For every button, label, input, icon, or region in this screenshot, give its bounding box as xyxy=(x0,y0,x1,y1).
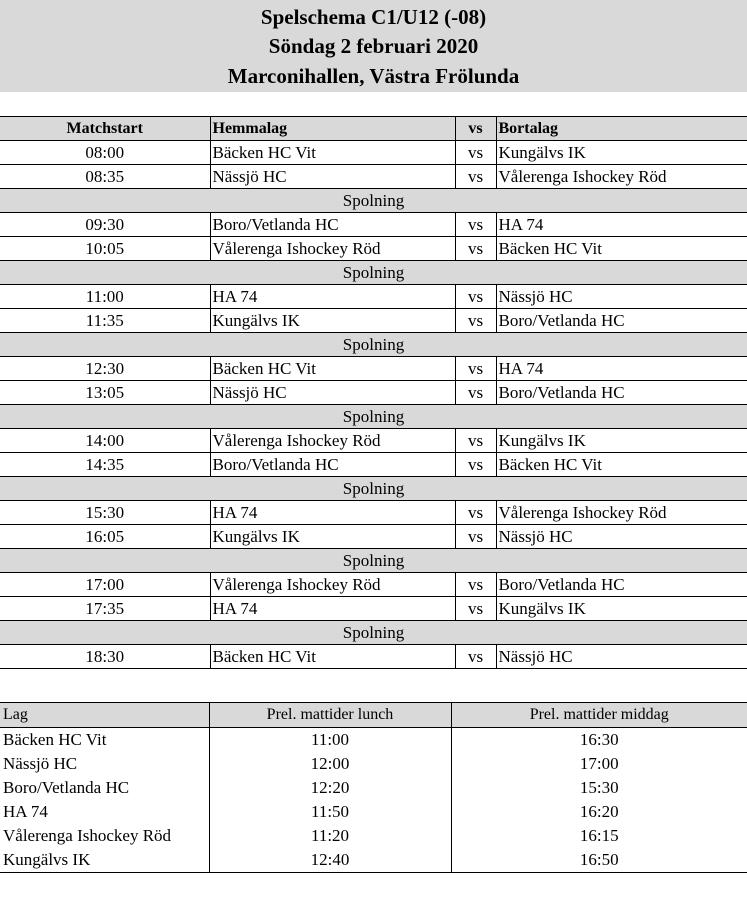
match-row xyxy=(0,645,747,669)
match-time: 14:00 xyxy=(0,429,210,453)
match-time: 16:05 xyxy=(0,525,210,549)
match-time: 17:35 xyxy=(0,597,210,621)
vs-label: vs xyxy=(455,237,496,261)
dinner-time: 16:15 xyxy=(451,824,747,848)
meal-header-row xyxy=(0,703,747,728)
match-schedule-table xyxy=(0,116,747,669)
lunch-time: 12:40 xyxy=(209,848,451,873)
away-team: Bäcken HC Vit xyxy=(496,453,747,477)
lunch-time: 12:00 xyxy=(209,752,451,776)
lunch-time: 11:00 xyxy=(209,728,451,753)
away-team: Kungälvs IK xyxy=(496,141,747,165)
spolning-row xyxy=(0,189,747,213)
column-header-hemmalag: Hemmalag xyxy=(210,117,455,141)
match-time: 12:30 xyxy=(0,357,210,381)
meal-row xyxy=(0,800,747,824)
home-team: Nässjö HC xyxy=(210,381,455,405)
team-name: Kungälvs IK xyxy=(0,848,209,873)
vs-label: vs xyxy=(455,453,496,477)
match-row xyxy=(0,309,747,333)
team-name: Boro/Vetlanda HC xyxy=(0,776,209,800)
column-header-bortalag: Bortalag xyxy=(496,117,747,141)
home-team: Kungälvs IK xyxy=(210,525,455,549)
vs-label: vs xyxy=(455,213,496,237)
match-time: 15:30 xyxy=(0,501,210,525)
lunch-time: 12:20 xyxy=(209,776,451,800)
spolning-label: Spolning xyxy=(0,189,747,213)
away-team: Nässjö HC xyxy=(496,645,747,669)
meal-row xyxy=(0,752,747,776)
column-header-lag: Lag xyxy=(0,703,209,728)
schedule-header-row xyxy=(0,117,747,141)
home-team: HA 74 xyxy=(210,285,455,309)
vs-label: vs xyxy=(455,501,496,525)
meal-times-table xyxy=(0,702,747,873)
column-header-matchstart: Matchstart xyxy=(0,117,210,141)
lunch-time: 11:20 xyxy=(209,824,451,848)
match-row xyxy=(0,237,747,261)
away-team: Nässjö HC xyxy=(496,285,747,309)
match-time: 13:05 xyxy=(0,381,210,405)
away-team: Boro/Vetlanda HC xyxy=(496,309,747,333)
away-team: HA 74 xyxy=(496,357,747,381)
match-row xyxy=(0,357,747,381)
team-name: Bäcken HC Vit xyxy=(0,728,209,753)
home-team: Bäcken HC Vit xyxy=(210,141,455,165)
match-row xyxy=(0,285,747,309)
spolning-row xyxy=(0,549,747,573)
away-team: Boro/Vetlanda HC xyxy=(496,573,747,597)
match-row xyxy=(0,213,747,237)
document-header xyxy=(0,0,747,92)
meal-row xyxy=(0,824,747,848)
venue-line: Marconihallen, Västra Frölunda xyxy=(227,64,520,88)
match-row xyxy=(0,165,747,189)
spolning-row xyxy=(0,333,747,357)
vs-label: vs xyxy=(455,573,496,597)
vs-label: vs xyxy=(455,141,496,165)
dinner-time: 16:30 xyxy=(451,728,747,753)
away-team: Vålerenga Ishockey Röd xyxy=(496,501,747,525)
spolning-row xyxy=(0,405,747,429)
away-team: Bäcken HC Vit xyxy=(496,237,747,261)
dinner-time: 15:30 xyxy=(451,776,747,800)
column-header-vs: vs xyxy=(455,117,496,141)
home-team: Bäcken HC Vit xyxy=(210,357,455,381)
away-team: Vålerenga Ishockey Röd xyxy=(496,165,747,189)
spolning-row xyxy=(0,477,747,501)
away-team: Nässjö HC xyxy=(496,525,747,549)
away-team: Kungälvs IK xyxy=(496,597,747,621)
home-team: Kungälvs IK xyxy=(210,309,455,333)
title-line: Spelschema C1/U12 (-08) xyxy=(260,5,487,29)
match-row xyxy=(0,453,747,477)
spolning-label: Spolning xyxy=(0,477,747,501)
team-name: HA 74 xyxy=(0,800,209,824)
vs-label: vs xyxy=(455,165,496,189)
date-line: Söndag 2 februari 2020 xyxy=(268,34,479,58)
vs-label: vs xyxy=(455,645,496,669)
match-time: 11:00 xyxy=(0,285,210,309)
dinner-time: 16:50 xyxy=(451,848,747,873)
match-time: 11:35 xyxy=(0,309,210,333)
home-team: HA 74 xyxy=(210,597,455,621)
away-team: HA 74 xyxy=(496,213,747,237)
home-team: Boro/Vetlanda HC xyxy=(210,213,455,237)
spolning-label: Spolning xyxy=(0,405,747,429)
spolning-label: Spolning xyxy=(0,261,747,285)
home-team: Nässjö HC xyxy=(210,165,455,189)
away-team: Boro/Vetlanda HC xyxy=(496,381,747,405)
match-time: 08:00 xyxy=(0,141,210,165)
match-row xyxy=(0,573,747,597)
column-header-middag: Prel. mattider middag xyxy=(451,703,747,728)
home-team: HA 74 xyxy=(210,501,455,525)
away-team: Kungälvs IK xyxy=(496,429,747,453)
meal-row xyxy=(0,728,747,753)
home-team: Bäcken HC Vit xyxy=(210,645,455,669)
home-team: Boro/Vetlanda HC xyxy=(210,453,455,477)
match-row xyxy=(0,429,747,453)
match-row xyxy=(0,501,747,525)
match-time: 17:00 xyxy=(0,573,210,597)
vs-label: vs xyxy=(455,285,496,309)
vs-label: vs xyxy=(455,525,496,549)
vs-label: vs xyxy=(455,309,496,333)
team-name: Nässjö HC xyxy=(0,752,209,776)
spolning-row xyxy=(0,261,747,285)
dinner-time: 16:20 xyxy=(451,800,747,824)
meal-row xyxy=(0,776,747,800)
match-time: 09:30 xyxy=(0,213,210,237)
spolning-label: Spolning xyxy=(0,333,747,357)
vs-label: vs xyxy=(455,429,496,453)
match-row xyxy=(0,141,747,165)
match-row xyxy=(0,525,747,549)
dinner-time: 17:00 xyxy=(451,752,747,776)
spolning-label: Spolning xyxy=(0,621,747,645)
team-name: Vålerenga Ishockey Röd xyxy=(0,824,209,848)
home-team: Vålerenga Ishockey Röd xyxy=(210,573,455,597)
match-time: 18:30 xyxy=(0,645,210,669)
match-row xyxy=(0,597,747,621)
spolning-row xyxy=(0,621,747,645)
vs-label: vs xyxy=(455,597,496,621)
match-time: 14:35 xyxy=(0,453,210,477)
vs-label: vs xyxy=(455,357,496,381)
vs-label: vs xyxy=(455,381,496,405)
meal-row xyxy=(0,848,747,873)
spolning-label: Spolning xyxy=(0,549,747,573)
match-time: 10:05 xyxy=(0,237,210,261)
column-header-lunch: Prel. mattider lunch xyxy=(209,703,451,728)
lunch-time: 11:50 xyxy=(209,800,451,824)
match-time: 08:35 xyxy=(0,165,210,189)
home-team: Vålerenga Ishockey Röd xyxy=(210,237,455,261)
match-row xyxy=(0,381,747,405)
home-team: Vålerenga Ishockey Röd xyxy=(210,429,455,453)
